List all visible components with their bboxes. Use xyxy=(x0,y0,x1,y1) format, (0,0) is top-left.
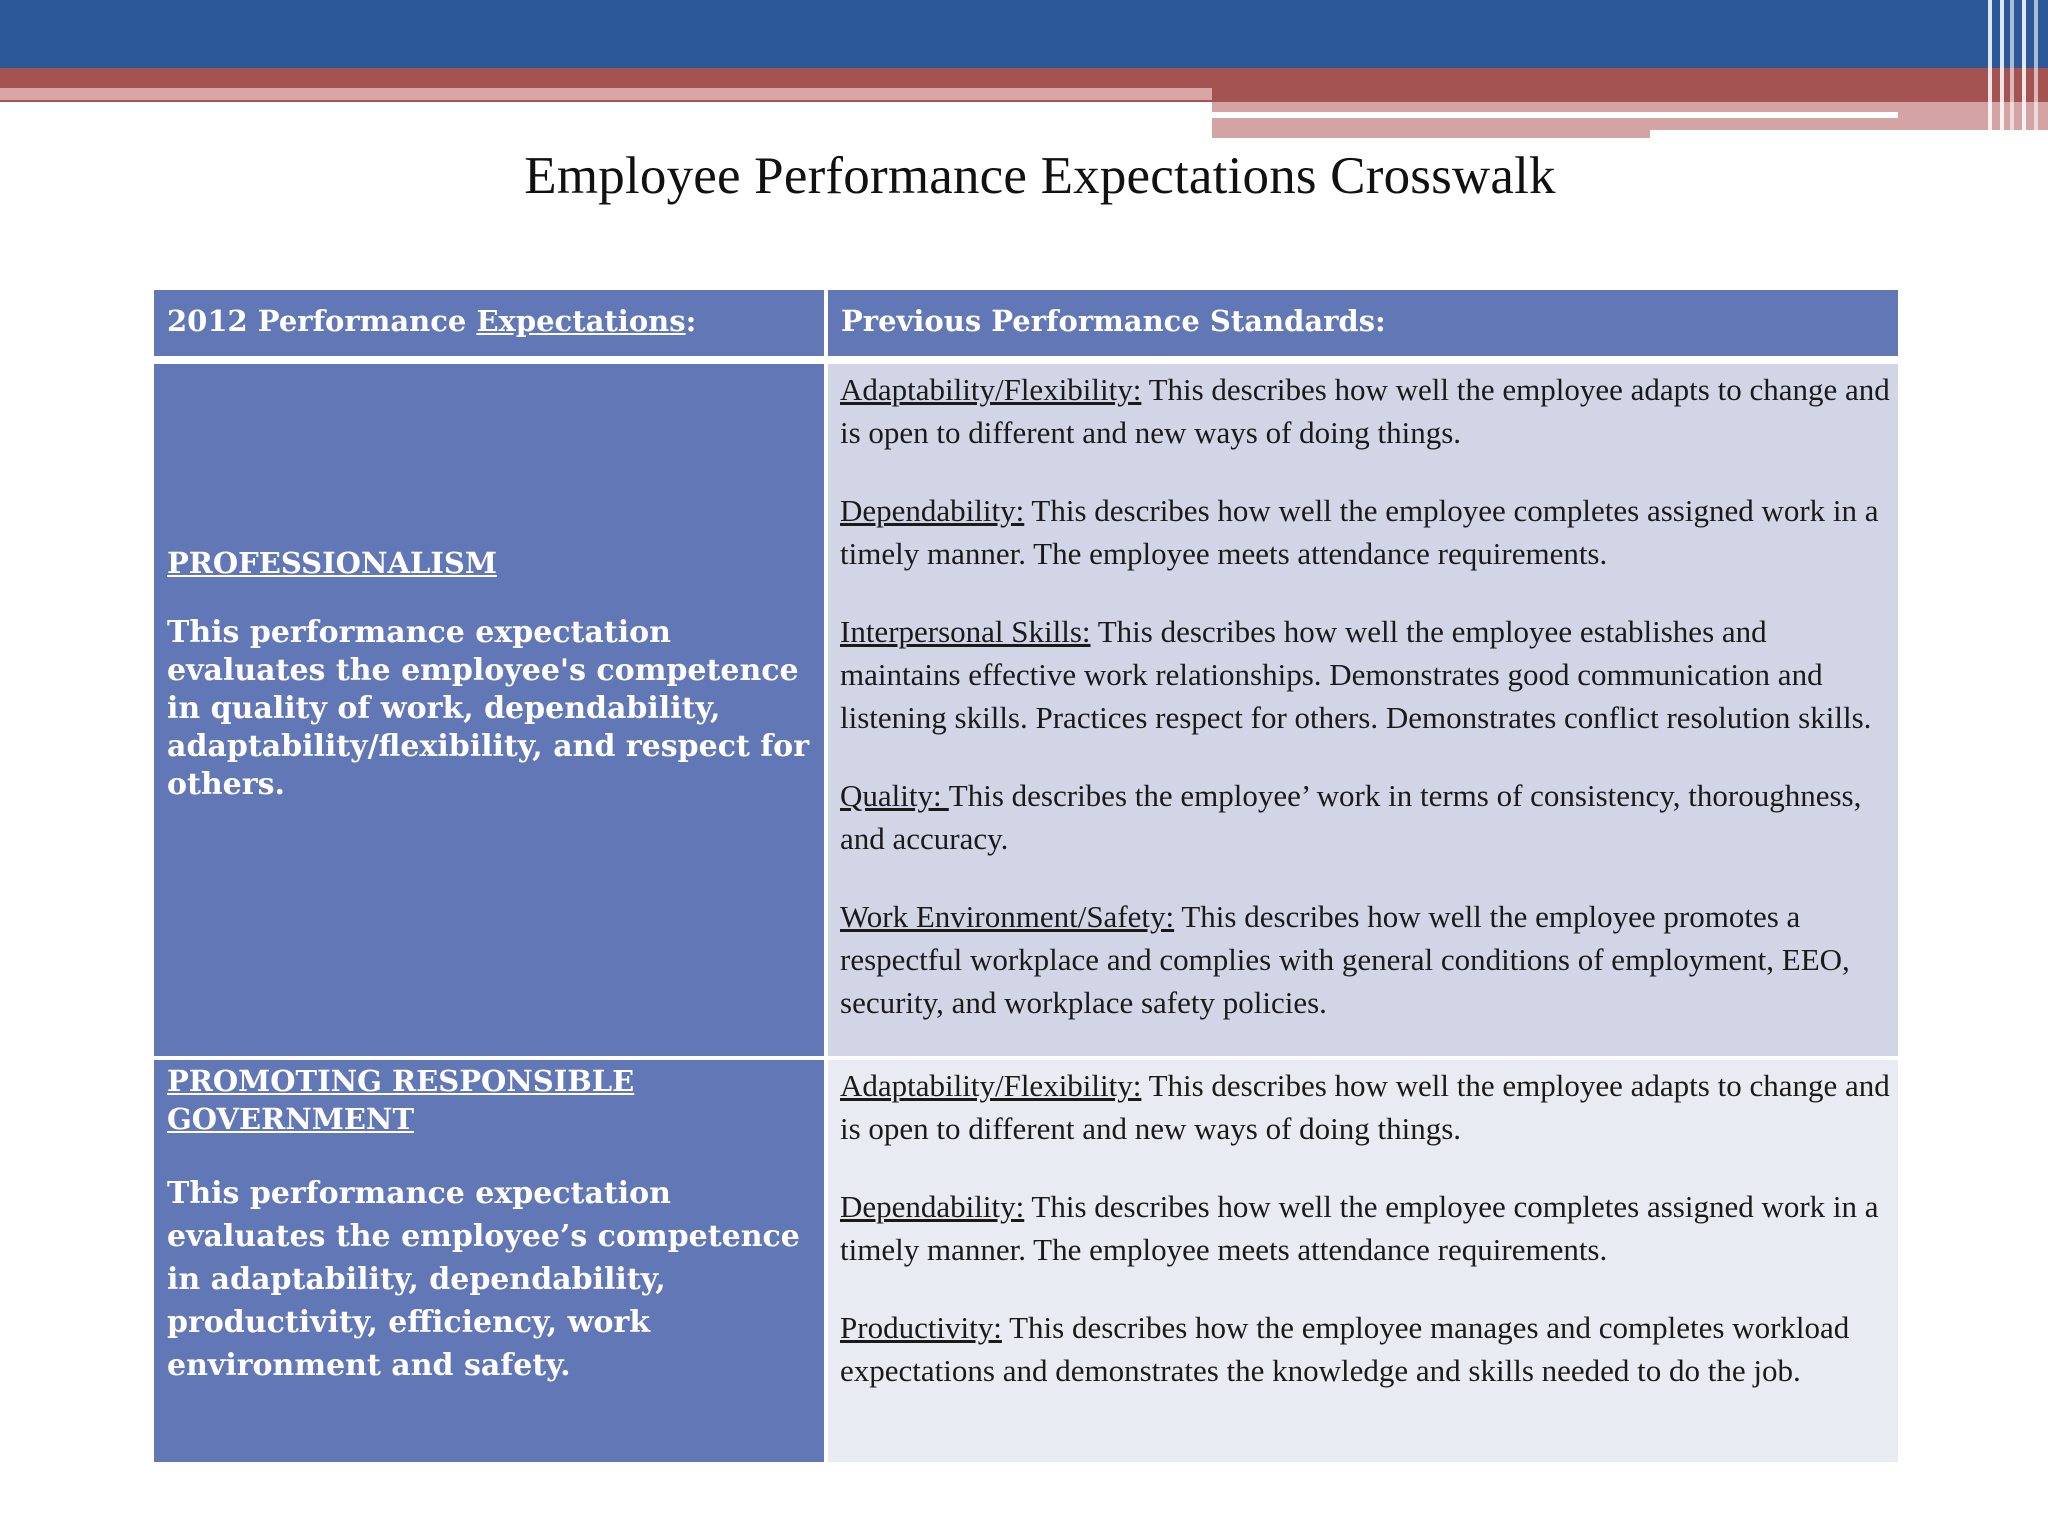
header-expectations-suffix: : xyxy=(685,304,697,338)
expectation-title: PROFESSIONALISM xyxy=(167,546,497,580)
standard-item xyxy=(840,774,1890,860)
row-responsible-government-expectation xyxy=(154,1060,824,1462)
standards-list xyxy=(840,368,1890,1056)
expectation-description: This performance expectation evaluates the employee’s competence in adaptability, dependability, productivity, efficiency, work environment and safety. xyxy=(167,1176,800,1383)
crosswalk-table xyxy=(154,290,1898,1462)
standard-name: Adaptability/Flexibility: xyxy=(840,1068,1142,1103)
standard-text: This describes how well the employee adapts to change and is open to different and new ways of doing things. xyxy=(840,372,1890,450)
standard-text: This describes the employee’ work in terms of consistency, thoroughness, and accuracy. xyxy=(840,778,1862,856)
header-cell-standards xyxy=(828,290,1898,356)
header-expectations-underlined: Expectations xyxy=(476,304,686,338)
standard-text: This describes how the employee manages and completes workload expectations and demonstrates the knowledge and skills needed to do the job. xyxy=(840,1310,1850,1388)
standard-name: Adaptability/Flexibility: xyxy=(840,372,1142,407)
standard-name: Interpersonal Skills: xyxy=(840,614,1091,649)
standard-name: Work Environment/Safety: xyxy=(840,899,1175,934)
expectation-block xyxy=(167,544,817,804)
standard-item xyxy=(840,1185,1890,1271)
title-area xyxy=(0,0,2048,240)
standard-item xyxy=(840,1064,1890,1150)
standard-item xyxy=(840,610,1890,739)
expectation-description: This performance expectation evaluates the employee's competence in quality of work, dependability, adaptability/flexibility, and respect for others. xyxy=(167,615,809,802)
standard-name: Dependability: xyxy=(840,493,1025,528)
row-responsible-government-standards xyxy=(828,1060,1898,1462)
standard-item xyxy=(840,1306,1890,1392)
row-professionalism-standards xyxy=(828,364,1898,1056)
standards-list xyxy=(840,1064,1890,1427)
standard-item xyxy=(840,895,1890,1024)
expectation-block xyxy=(167,1062,817,1387)
header-expectations-prefix: 2012 Performance xyxy=(167,304,477,338)
standard-name: Productivity: xyxy=(840,1310,1002,1345)
header-standards-label: Previous Performance Standards: xyxy=(841,304,1386,338)
header-expectations-label xyxy=(167,304,696,338)
standard-text: This describes how well the employee adapts to change and is open to different and new ways of doing things. xyxy=(840,1068,1890,1146)
standard-text: This describes how well the employee completes assigned work in a timely manner. The employee meets attendance requirements. xyxy=(840,1189,1879,1267)
expectation-title: PROMOTING RESPONSIBLE GOVERNMENT xyxy=(167,1064,635,1136)
standard-name: Dependability: xyxy=(840,1189,1025,1224)
slide-title: Employee Performance Expectations Crosswalk xyxy=(524,147,1556,205)
standard-item xyxy=(840,368,1890,454)
header-cell-expectations xyxy=(154,290,824,356)
standard-item xyxy=(840,489,1890,575)
standard-text: This describes how well the employee promotes a respectful workplace and complies with general conditions of employment, EEO, security, and workplace safety policies. xyxy=(840,899,1850,1020)
standard-text: This describes how well the employee completes assigned work in a timely manner. The employee meets attendance requirements. xyxy=(840,493,1879,571)
standard-name: Quality: xyxy=(840,778,949,813)
row-professionalism-expectation xyxy=(154,364,824,1056)
standard-text: This describes how well the employee establishes and maintains effective work relationships. Demonstrates good communication and listening skills. Practices respect for others. Demonstrates conflict resolution skills. xyxy=(840,614,1872,735)
